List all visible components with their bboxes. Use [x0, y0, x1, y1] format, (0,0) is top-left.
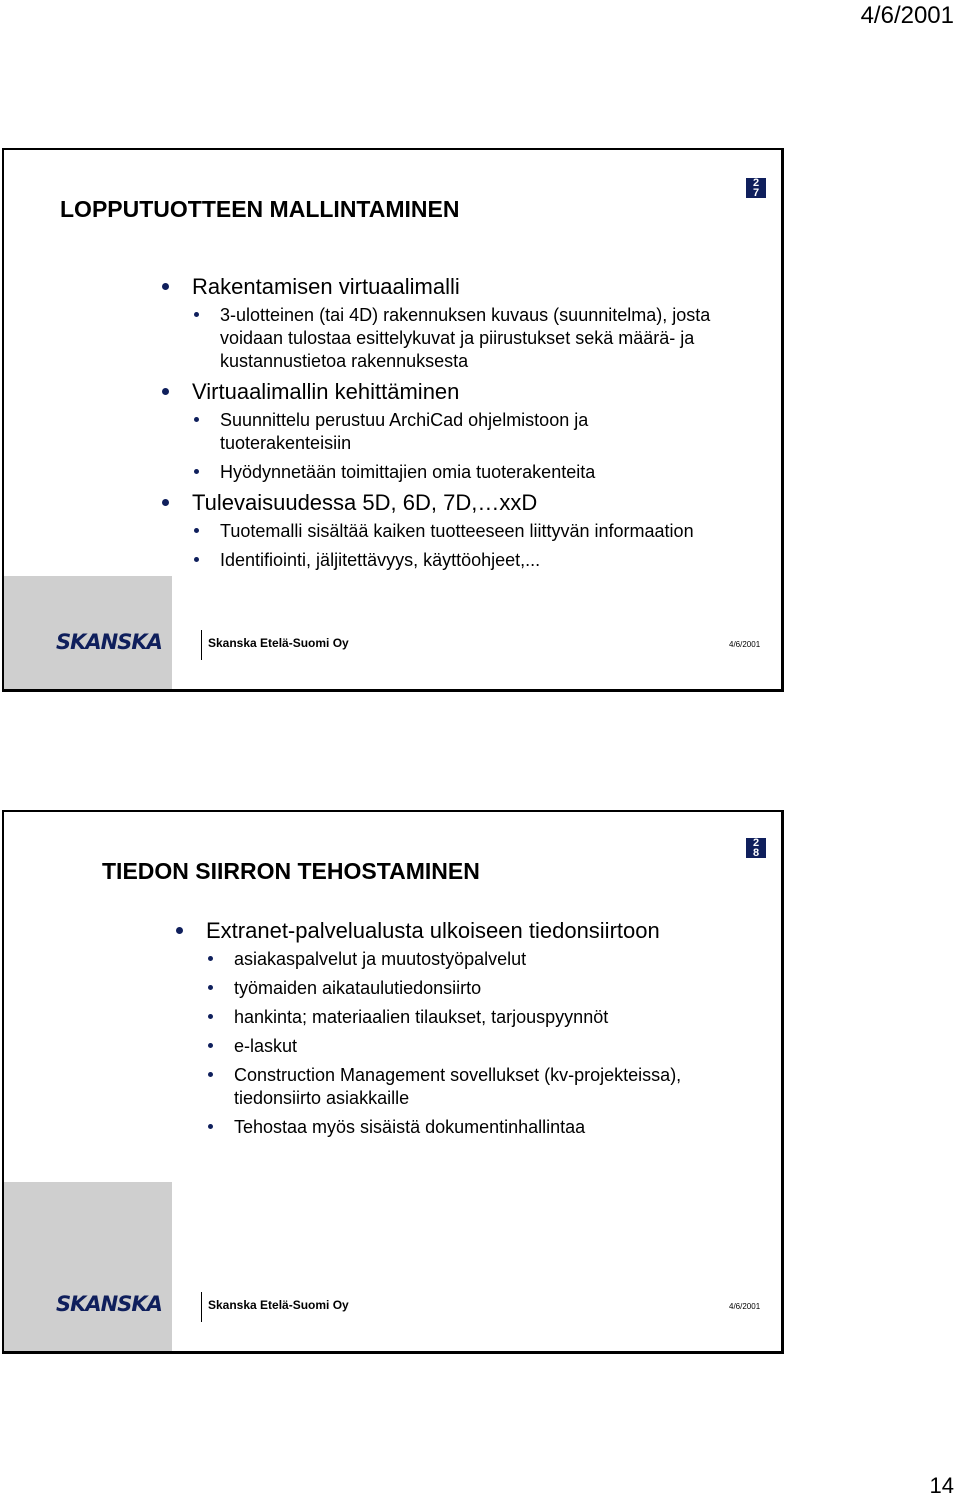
bullet-icon: [162, 283, 169, 290]
page-number: 14: [929, 1473, 954, 1498]
slide-title: TIEDON SIIRRON TEHOSTAMINEN: [102, 858, 480, 884]
list-item: Tulevaisuudessa 5D, 6D, 7D,…xxD Tuotemalli sisältää kaiken tuotteeseen liittyvän informaation Identifiointi, jäljitettävyys, käyttöohjeet,...: [162, 490, 762, 572]
page-date: 4/6/2001: [860, 2, 954, 29]
skanska-logo: SKANSKA: [56, 1292, 162, 1316]
footer-divider: [201, 1292, 202, 1322]
list-item: e-laskut: [206, 1035, 756, 1058]
skanska-logo: SKANSKA: [56, 630, 162, 654]
list-item: Tuotemalli sisältää kaiken tuotteeseen liittyvän informaation: [192, 520, 762, 543]
bullet-icon: [194, 557, 199, 562]
list-item: asiakaspalvelut ja muutostyöpalvelut: [206, 948, 756, 971]
slide-27: [2, 148, 784, 692]
bullet-icon: [194, 312, 199, 317]
footer-date: 4/6/2001: [729, 1302, 761, 1311]
footer-company: Skanska Etelä-Suomi Oy: [208, 636, 349, 650]
slide-number-badge: 2 8: [746, 838, 766, 858]
list-item: Construction Management sovellukset (kv-projekteissa), tiedonsiirto asiakkaille: [206, 1064, 754, 1110]
list-item: Suunnittelu perustuu ArchiCad ohjelmistoon ja tuoterakenteisiin: [192, 409, 660, 455]
list-item: hankinta; materiaalien tilaukset, tarjouspyynnöt: [206, 1006, 756, 1029]
list-item: Tehostaa myös sisäistä dokumentinhallintaa: [206, 1116, 756, 1139]
footer-company: Skanska Etelä-Suomi Oy: [208, 1298, 349, 1312]
bullet-list: [176, 918, 756, 1145]
footer-band: [4, 1182, 172, 1354]
bullet-icon: [208, 1043, 213, 1048]
bullet-icon: [194, 417, 199, 422]
list-item: Hyödynnetään toimittajien omia tuoterakenteita: [192, 461, 762, 484]
bullet-icon: [194, 469, 199, 474]
slide-number-badge: 2 7: [746, 178, 766, 198]
bullet-icon: [208, 1072, 213, 1077]
list-item: Virtuaalimallin kehittäminen Suunnittelu perustuu ArchiCad ohjelmistoon ja tuoterakenteisiin Hyödynnetään toimittajien omia tuoterakenteita: [162, 379, 762, 484]
bullet-icon: [208, 985, 213, 990]
list-item: Rakentamisen virtuaalimalli 3-ulotteinen (tai 4D) rakennuksen kuvaus (suunnitelma), josta voidaan tulostaa esittelykuvat ja piirustukset sekä määrä- ja kustannustietoa rakennuksesta: [162, 274, 762, 373]
list-item: työmaiden aikataulutiedonsiirto: [206, 977, 756, 1000]
slide-28: [2, 810, 784, 1354]
bullet-icon: [208, 1124, 213, 1129]
list-item: Extranet-palvelualusta ulkoiseen tiedonsiirtoon asiakaspalvelut ja muutostyöpalvelut työmaiden aikataulutiedonsiirto hankinta; materiaalien tilaukset, tarjouspyynnöt e-laskut Construction Management sovellukset (kv-projekteissa), tiedonsiirto asiakkaille Tehostaa myös sisäistä dokumentinhallintaa: [176, 918, 756, 1139]
bullet-icon: [208, 956, 213, 961]
bullet-icon: [194, 528, 199, 533]
bullet-icon: [162, 388, 169, 395]
list-item: Identifiointi, jäljitettävyys, käyttöohjeet,...: [192, 549, 762, 572]
list-item: 3-ulotteinen (tai 4D) rakennuksen kuvaus (suunnitelma), josta voidaan tulostaa esittelykuvat ja piirustukset sekä määrä- ja kustannustietoa rakennuksesta: [192, 304, 720, 373]
bullet-list: [162, 274, 762, 578]
bullet-icon: [176, 927, 183, 934]
slide-title: LOPPUTUOTTEEN MALLINTAMINEN: [60, 196, 460, 222]
footer-divider: [201, 630, 202, 660]
bullet-icon: [208, 1014, 213, 1019]
bullet-icon: [162, 499, 169, 506]
footer-date: 4/6/2001: [729, 640, 761, 649]
